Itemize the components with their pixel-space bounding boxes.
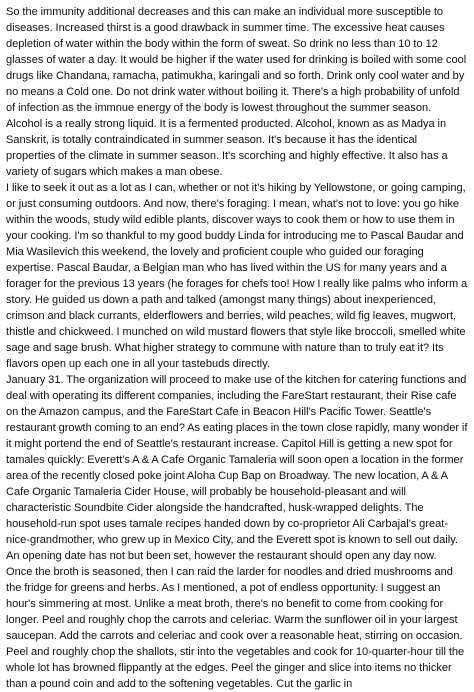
document-body bbox=[6, 4, 468, 692]
paragraph-broth-recipe: Once the broth is seasoned, then I can raid the larder for noodles and dried mushrooms and the fridge for greens and herbs. As I mentioned, a pot of endless opportunity. I suggest an hour's simmering at most. Unlike a meat broth, there's no benefit to come from cooking for longer. Peel and roughly chop the carrots and celeriac. Warm the sunflower oil in your largest saucepan. Add the carrots and celeriac and cook over a reasonable heat, stirring on occasion. Peel and roughly chop the shallots, stir into the vegetables and cook for 10-quarter-hour till the whole lot has browned flippantly at the edges. Peel the ginger and slice into items no thicker than a pound coin and add to the softening vegetables. Cut the garlic in bbox=[6, 566, 465, 690]
paragraph-foraging: I like to seek it out as a lot as I can, whether or not it's hiking by Yellowstone, or going camping, or just consuming outdoors. And now, there's foraging. I mean, what's not to love: you go hike within the woods, study wild edible plants, discover ways to cook them or how to use them in your cooking. I'm so thankful to my good buddy Linda for introducing me to Pascal Baudar and Mia Wasilevich this weekend, the lovely and proficient couple who guided our foraging expertise. Pascal Baudar, a Belgian man who has lived within the US for many years and a forager for the previous 13 years (he forages for chefs too! How I really like palms who inform a story. He guided us down a path and talked (amongst many things) about inexperienced, crimson and black currants, elderflowers and berries, wild peaches, wild fig leaves, mugwort, thistle and chickweed. I munched on wild mustard flowers that style like broccoli, smelled white sage and sage brush. What higher strategy to commune with nature than to truly eat it? Its flavors open up each one in all your tastebuds directly. bbox=[6, 182, 468, 370]
paragraph-summer-health: So the immunity additional decreases and this can make an individual more susceptible to diseases. Increased thirst is a good drawback in summer time. The excessive heat causes depletion of water within the body within the form of sweat. So drink no less than 10 to 12 glasses of water a day. It would be higher if the water used for drinking is boiled with some cool drugs like Chandana, ramacha, patimukha, karingali and so forth. Drink only cool water and by no means a Cold one. Do not drink water without boiling it. There's a high probability of unfold of infection as the immnue energy of the body is lowest throughout the summer season. Alcohol is a really strong liquid. It is a fermented producted. Alcohol, known as as Madya in Sanskrit, is totally contraindicated in summer season. It's because it has the identical properties of the climate in summer season. It's scorching and highly effective. It also has a variety of sugars which makes a man obese. bbox=[6, 6, 467, 178]
paragraph-seattle-restaurants: January 31. The organization will proceed to make use of the kitchen for catering functions and deal with operating its different companies, including the FareStart restaurant, their Rise cafe on the Amazon campus, and the FareStart Cafe in Beacon Hill's Pacific Tower. Seattle's restaurant growth coming to an end? As eating places in the town close rapidly, many wonder if it might portend the end of Seattle's restaurant increase. Capitol Hill is getting a new spot for tamales quickly: Everett's A & A Cafe Organic Tamaleria will soon open a location in the former area of the recently closed poke joint Aloha Cup Bap on Broadway. The new location, A & A Cafe Organic Tamaleria Cider House, will probably be household-pleasant and will characteristic Soundbite Cider alongside the handcrafted, husk-wrapped delights. The household-run spot uses tamale recipes handed down by co-proprietor Ali Carbajal's great-nice-grandmother, who grew up in Mexico City, and the Everett spot is known to sell out daily. An opening date has not but been set, however the restaurant should open any day now. bbox=[6, 374, 468, 562]
